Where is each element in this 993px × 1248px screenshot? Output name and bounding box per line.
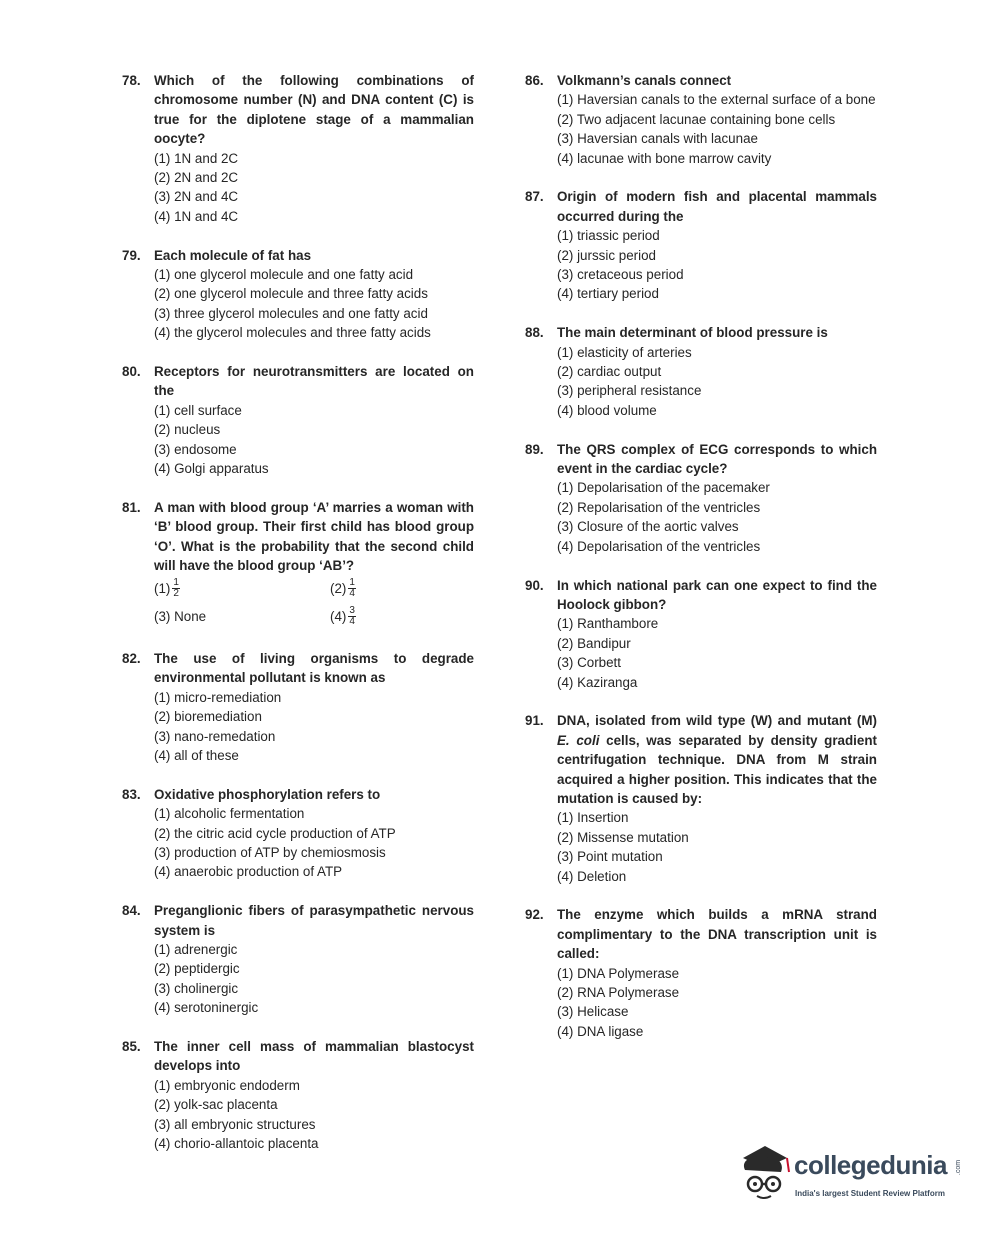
question-text: Origin of modern fish and placental mammals occurred during the <box>557 189 877 224</box>
question-number: 90. <box>525 577 544 593</box>
option-label: (4) <box>330 608 347 624</box>
question-81 <box>122 498 474 630</box>
option: (1) alcoholic fermentation <box>154 806 305 822</box>
option: (4) chorio-allantoic placenta <box>154 1136 319 1152</box>
question-number: 80. <box>122 364 141 380</box>
question-text-part: DNA, isolated from wild type (W) and mutant (M) <box>557 713 877 729</box>
fraction <box>348 606 356 627</box>
option: (4) Golgi apparatus <box>154 461 269 477</box>
option: (1) triassic period <box>557 228 660 244</box>
question-text: The main determinant of blood pressure is <box>557 325 828 341</box>
option: (4) blood volume <box>557 402 657 418</box>
option: (2) Repolarisation of the ventricles <box>557 499 761 515</box>
option: (1) micro-remediation <box>154 689 282 705</box>
option: (1) Haversian canals to the external surface of a bone <box>557 92 876 108</box>
question-number: 86. <box>525 73 544 88</box>
question-78 <box>122 71 474 226</box>
right-column <box>525 71 877 1061</box>
question-92 <box>525 905 877 1041</box>
option: (2) jurssic period <box>557 247 656 263</box>
fraction-denominator: 4 <box>349 616 355 628</box>
option: (3) Point mutation <box>557 849 663 865</box>
option: (4) Deletion <box>557 868 627 884</box>
option: (2) nucleus <box>154 422 221 438</box>
option: (4) tertiary period <box>557 286 659 302</box>
logo-wordmark: collegedunia <box>794 1150 947 1180</box>
question-number: 91. <box>525 713 544 729</box>
question-text: The enzyme which builds a mRNA strand complimentary to the DNA transcription unit is called: <box>557 907 877 962</box>
question-82 <box>122 649 474 765</box>
fraction-numerator: 3 <box>349 605 355 617</box>
option: (1) Depolarisation of the pacemaker <box>557 480 770 496</box>
fraction-numerator: 1 <box>349 577 355 589</box>
question-number: 88. <box>525 325 544 341</box>
question-number: 89. <box>525 441 544 457</box>
question-text: The QRS complex of ECG corresponds to which event in the cardiac cycle? <box>557 441 877 477</box>
question-number: 84. <box>122 903 141 919</box>
option: (4) Depolarisation of the ventricles <box>557 538 761 554</box>
option: (3) 2N and 4C <box>154 189 239 205</box>
option <box>330 576 474 602</box>
question-number: 78. <box>122 73 141 88</box>
option: (2) cardiac output <box>557 364 662 380</box>
option: (2) bioremediation <box>154 709 262 725</box>
option: (1) Ranthambore <box>557 616 659 632</box>
question-85 <box>122 1037 474 1153</box>
option <box>330 604 474 630</box>
option: (3) endosome <box>154 441 237 457</box>
option: (2) RNA Polymerase <box>557 985 680 1000</box>
option: (1) embryonic endoderm <box>154 1077 300 1093</box>
option: (1) elasticity of arteries <box>557 344 692 360</box>
question-text: A man with blood group ‘A’ marries a woman with ‘B’ blood group. Their first child has blood group ‘O’. What is the probability that the second child will have the blood group ‘AB’? <box>154 499 474 574</box>
option: (1) Insertion <box>557 810 629 826</box>
option: (4) all of these <box>154 747 239 763</box>
option: (3) Haversian canals with lacunae <box>557 131 758 147</box>
question-text: The use of living organisms to degrade environmental pollutant is known as <box>154 650 474 686</box>
question-number: 82. <box>122 650 141 666</box>
option: (2) Missense mutation <box>557 829 689 845</box>
option: (4) the glycerol molecules and three fatty acids <box>154 325 431 341</box>
fraction <box>348 578 356 599</box>
option: (2) Bandipur <box>557 635 631 651</box>
question-80 <box>122 362 474 478</box>
option <box>154 604 330 630</box>
option: (3) Helicase <box>557 1004 629 1020</box>
option: (4) 1N and 4C <box>154 208 239 224</box>
option: (1) DNA Polymerase <box>557 965 680 981</box>
option <box>154 576 330 602</box>
question-89 <box>525 440 877 556</box>
option: (3) all embryonic structures <box>154 1116 316 1132</box>
question-79 <box>122 246 474 343</box>
question-91 <box>525 711 877 886</box>
option: (3) production of ATP by chemiosmosis <box>154 844 386 860</box>
option: (2) 2N and 2C <box>154 170 239 186</box>
question-90 <box>525 576 877 692</box>
option: (1) cell surface <box>154 402 242 418</box>
option: (1) 1N and 2C <box>154 150 239 166</box>
fraction-numerator: 1 <box>173 577 179 589</box>
option: (4) lacunae with bone marrow cavity <box>557 150 772 166</box>
option: (1) adrenergic <box>154 941 238 957</box>
option: (2) the citric acid cycle production of ATP <box>154 825 396 841</box>
option: (2) Two adjacent lacunae containing bone cells <box>557 111 836 127</box>
option: (3) cretaceous period <box>557 267 684 283</box>
logo-tagline: India's largest Student Review Platform <box>795 1189 945 1198</box>
question-number: 83. <box>122 786 141 802</box>
option: (4) DNA ligase <box>557 1023 644 1039</box>
question-text: Preganglionic fibers of parasympathetic nervous system is <box>154 903 474 938</box>
option: (4) Kaziranga <box>557 674 638 690</box>
option: (4) anaerobic production of ATP <box>154 864 343 880</box>
collegedunia-logo <box>735 1140 965 1215</box>
question-text: Each molecule of fat has <box>154 247 312 263</box>
question-83 <box>122 785 474 882</box>
question-text: Receptors for neurotransmitters are located on the <box>154 364 474 399</box>
option: (4) serotoninergic <box>154 1000 259 1016</box>
question-text: Volkmann’s canals connect <box>557 73 732 88</box>
mascot-icon <box>735 1140 795 1210</box>
logo-suffix: .com <box>955 1159 963 1176</box>
question-86 <box>525 71 877 168</box>
question-text: The inner cell mass of mammalian blastocyst develops into <box>154 1038 474 1074</box>
question-number: 81. <box>122 499 141 515</box>
option: (2) one glycerol molecule and three fatty acids <box>154 286 428 302</box>
question-number: 92. <box>525 907 544 923</box>
question-text: Which of the following combinations of chromosome number (N) and DNA content (C) is true for the diplotene stage of a mammalian oocyte? <box>154 73 474 147</box>
question-84 <box>122 901 474 1017</box>
option-label: (3) None <box>154 608 207 624</box>
option: (2) yolk-sac placenta <box>154 1097 278 1113</box>
option: (3) cholinergic <box>154 980 239 996</box>
question-number: 85. <box>122 1038 141 1054</box>
option: (2) peptidergic <box>154 961 240 977</box>
fraction <box>172 578 180 599</box>
left-column <box>122 71 474 1173</box>
fraction-denominator: 4 <box>349 588 355 600</box>
question-number: 87. <box>525 189 544 205</box>
option: (3) nano-remedation <box>154 728 276 744</box>
organism-name: E. coli <box>557 732 600 748</box>
question-text: In which national park can one expect to find the Hoolock gibbon? <box>557 577 877 612</box>
option: (3) peripheral resistance <box>557 383 702 399</box>
option: (1) one glycerol molecule and one fatty acid <box>154 267 414 283</box>
option-label: (1) <box>154 580 171 596</box>
question-text: Oxidative phosphorylation refers to <box>154 786 381 802</box>
question-text <box>557 711 877 808</box>
question-number: 79. <box>122 247 141 263</box>
option: (3) Closure of the aortic valves <box>557 519 739 535</box>
option: (3) three glycerol molecules and one fatty acid <box>154 305 428 321</box>
question-87 <box>525 187 877 303</box>
question-text-part: cells, was separated by density gradient centrifugation technique. DNA from M strain acquired a higher position. This indicates that the mutation is caused by: <box>557 732 877 806</box>
option-label: (2) <box>330 580 347 596</box>
question-88 <box>525 323 877 420</box>
option: (3) Corbett <box>557 655 621 671</box>
fraction-denominator: 2 <box>173 588 179 600</box>
